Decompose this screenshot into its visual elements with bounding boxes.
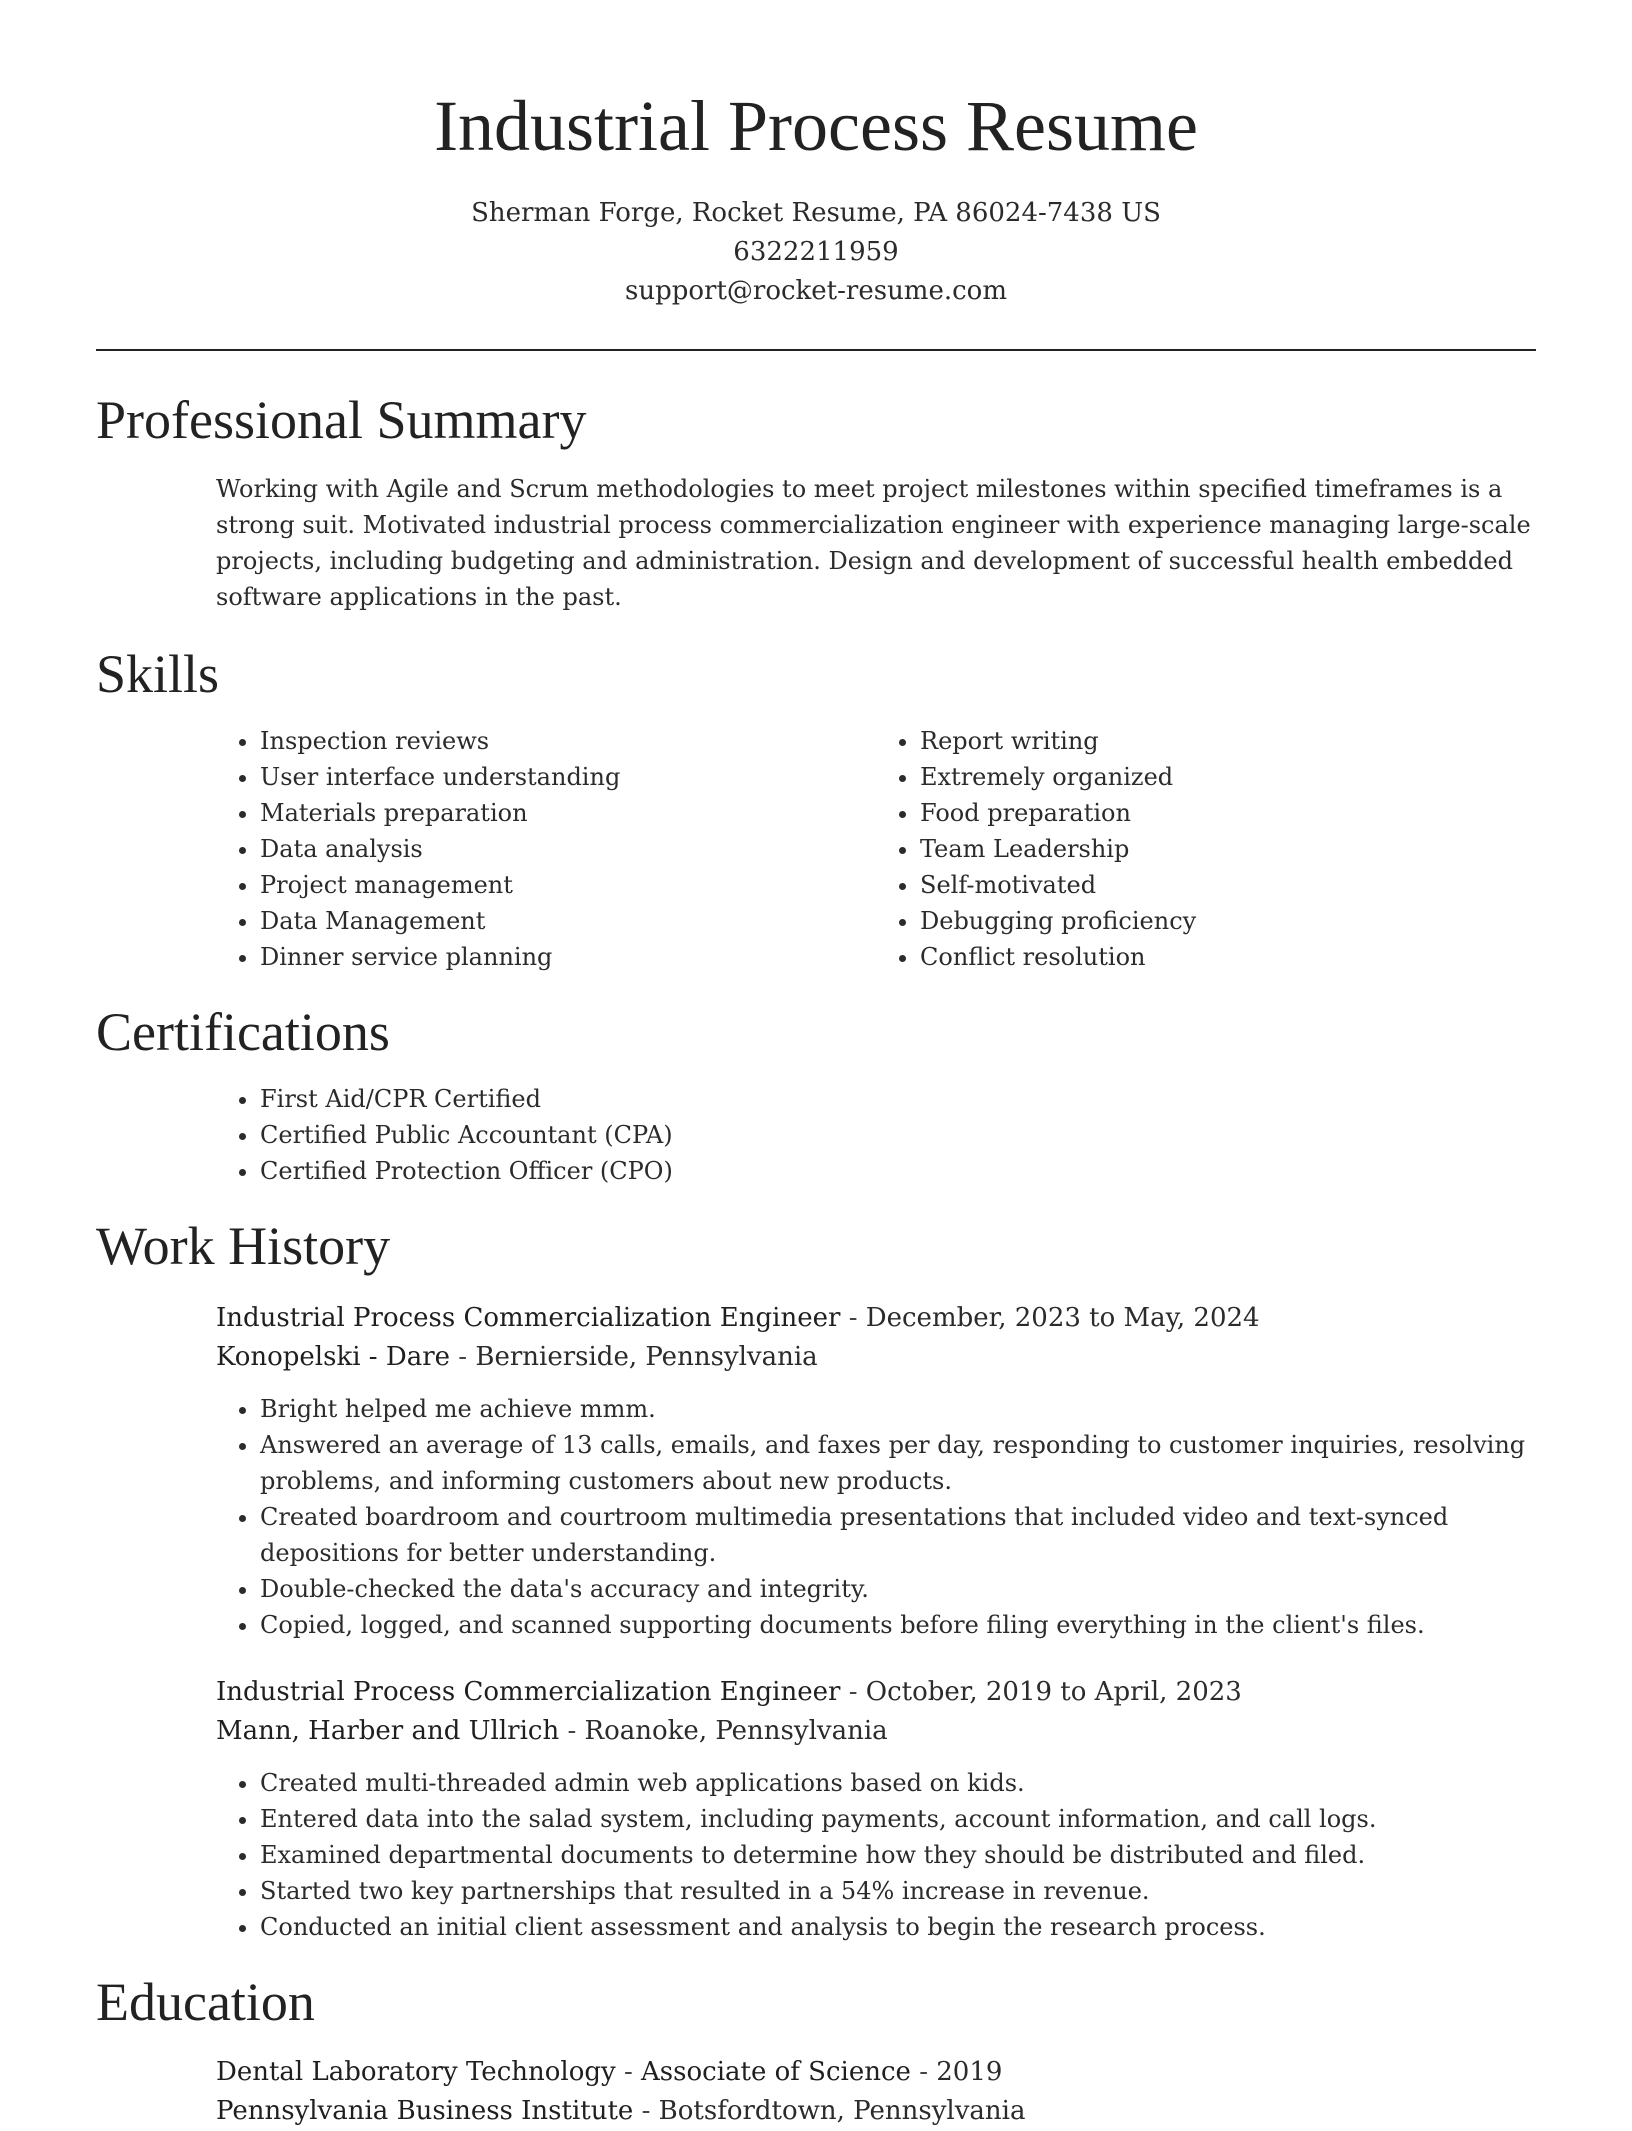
certification-item: • Certified Protection Officer (CPO)	[260, 1153, 1536, 1189]
education-entry	[216, 2053, 1536, 2131]
resume-header	[0, 0, 1632, 311]
job-bullet: • Examined departmental documents to determine how they should be distributed and filed.	[260, 1837, 1536, 1873]
job-heading	[216, 1673, 1536, 1712]
separator: -	[910, 2057, 937, 2087]
job-employer-line	[216, 1712, 1536, 1751]
section-title-education: Education	[96, 1972, 315, 2032]
job-bullet: • Bright helped me achieve mmm.	[260, 1391, 1536, 1427]
education-heading	[216, 2053, 1536, 2092]
job-bullet: • Copied, logged, and scanned supporting documents before filing everything in the client's files.	[260, 1607, 1536, 1643]
skills-column-right	[876, 723, 1536, 975]
job-employer-line	[216, 1338, 1536, 1377]
separator: -	[840, 1677, 866, 1707]
header-divider	[96, 349, 1536, 351]
job-dates: December, 2023 to May, 2024	[865, 1303, 1260, 1333]
skill-item: • User interface understanding	[260, 759, 876, 795]
skills-list	[216, 723, 1536, 975]
certification-item: • Certified Public Accountant (CPA)	[260, 1117, 1536, 1153]
section-title-skills: Skills	[96, 644, 220, 704]
resume-title: Industrial Process Resume	[434, 86, 1198, 166]
skill-item: • Extremely organized	[920, 759, 1536, 795]
skill-item: • Inspection reviews	[260, 723, 876, 759]
section-title-certifications: Certifications	[96, 1002, 390, 1062]
job-bullet: • Started two key partnerships that resulted in a 54% increase in revenue.	[260, 1873, 1536, 1909]
section-title-summary: Professional Summary	[96, 390, 587, 450]
job-bullet: • Conducted an initial client assessment and analysis to begin the research process.	[260, 1909, 1536, 1945]
job-entry	[216, 1673, 1536, 1945]
summary-section	[96, 389, 1536, 615]
education-degree: Associate of Science	[641, 2057, 911, 2087]
skill-item: • Project management	[260, 867, 876, 903]
education-year: 2019	[936, 2057, 1003, 2087]
job-location: Bernierside, Pennsylvania	[475, 1342, 818, 1372]
job-location: Roanoke, Pennsylvania	[584, 1716, 888, 1746]
job-bullet: • Answered an average of 13 calls, emails, and faxes per day, responding to customer inquiries, resolving problems, and informing customers about new products.	[260, 1427, 1536, 1499]
skills-column-left	[216, 723, 876, 975]
section-title-work-history: Work History	[96, 1216, 391, 1276]
separator: -	[450, 1342, 476, 1372]
contact-info	[0, 194, 1632, 311]
skill-item: • Materials preparation	[260, 795, 876, 831]
skill-item: • Self-motivated	[920, 867, 1536, 903]
job-bullet: • Created multi-threaded admin web applications based on kids.	[260, 1765, 1536, 1801]
separator: -	[633, 2096, 659, 2126]
education-program: Dental Laboratory Technology	[216, 2057, 616, 2087]
job-bullet: • Entered data into the salad system, including payments, account information, and call logs.	[260, 1801, 1536, 1837]
email: support@rocket-resume.com	[624, 276, 1007, 306]
skill-item: • Report writing	[920, 723, 1536, 759]
skill-item: • Data analysis	[260, 831, 876, 867]
address: Sherman Forge, Rocket Resume, PA 86024-7438 US	[471, 198, 1161, 228]
job-bullet: • Created boardroom and courtroom multimedia presentations that included video and text-synced depositions for better understanding.	[260, 1499, 1536, 1571]
skill-item: • Team Leadership	[920, 831, 1536, 867]
work-history-section	[96, 1215, 1536, 1945]
skill-item: • Data Management	[260, 903, 876, 939]
job-role: Industrial Process Commercialization Engineer	[216, 1303, 841, 1333]
job-entry	[216, 1299, 1536, 1643]
skill-item: • Conflict resolution	[920, 939, 1536, 975]
job-employer: Konopelski - Dare	[216, 1342, 451, 1372]
separator: -	[840, 1303, 866, 1333]
job-bullets	[216, 1765, 1536, 1945]
job-dates: October, 2019 to April, 2023	[865, 1677, 1242, 1707]
job-employer: Mann, Harber and Ullrich	[216, 1716, 560, 1746]
certification-item: • First Aid/CPR Certified	[260, 1081, 1536, 1117]
separator: -	[615, 2057, 642, 2087]
skill-item: • Food preparation	[920, 795, 1536, 831]
separator: -	[559, 1716, 585, 1746]
summary-text: Working with Agile and Scrum methodologies to meet project milestones within specified timeframes is a strong suit. Motivated industrial process commercialization engineer with experience managing large-scale projects, including budgeting and administration. Design and development of successful health embedded software applications in the past.	[216, 475, 1531, 611]
certifications-section	[96, 1001, 1536, 1189]
skill-item: • Dinner service planning	[260, 939, 876, 975]
phone: 6322211959	[733, 237, 899, 267]
education-school: Pennsylvania Business Institute	[216, 2096, 634, 2126]
skills-section	[96, 643, 1536, 975]
education-location: Botsfordtown, Pennsylvania	[658, 2096, 1026, 2126]
job-heading	[216, 1299, 1536, 1338]
job-bullets	[216, 1391, 1536, 1643]
job-role: Industrial Process Commercialization Engineer	[216, 1677, 841, 1707]
education-section	[96, 1971, 1536, 2131]
job-bullet: • Double-checked the data's accuracy and integrity.	[260, 1571, 1536, 1607]
skill-item: • Debugging proficiency	[920, 903, 1536, 939]
certifications-list	[216, 1081, 1536, 1189]
